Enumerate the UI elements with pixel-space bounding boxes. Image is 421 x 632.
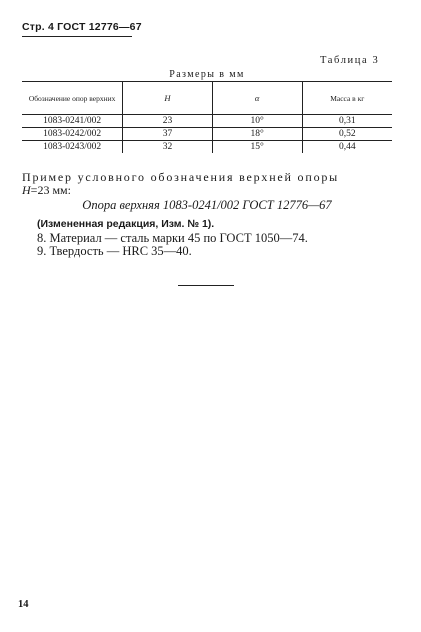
example-title: Пример условного обозначения верхней опоры (22, 170, 340, 184)
dimensions-table (22, 81, 392, 153)
table-row (22, 128, 392, 141)
standard-reference: Стр. 4 ГОСТ 12776—67 (22, 21, 142, 33)
cell-h: 23 (123, 115, 213, 128)
table-header-row (22, 82, 392, 115)
col-header-h: H (123, 82, 213, 115)
cell-alpha: 18° (212, 128, 302, 141)
cell-alpha: 15° (212, 141, 302, 154)
page-number: 14 (18, 599, 29, 610)
table-row (22, 141, 392, 154)
cell-mass: 0,52 (302, 128, 392, 141)
edition-note: (Измененная редакция, Изм. № 1). (37, 218, 215, 230)
cell-designation: 1083-0242/002 (22, 128, 123, 141)
cell-mass: 0,31 (302, 115, 392, 128)
list-item-hardness: 9. Твердость — HRC 35—40. (37, 244, 192, 258)
table-row (22, 115, 392, 128)
col-header-designation: Обозначение опор верхних (22, 82, 123, 115)
cell-designation: 1083-0243/002 (43, 142, 102, 152)
list-item-material: 8. Материал — сталь марки 45 по ГОСТ 1050—74. (37, 231, 308, 245)
cell-h: 32 (123, 141, 213, 154)
h-symbol: H (22, 183, 31, 197)
table-caption: Размеры в мм (169, 69, 245, 80)
table-label: Таблица 3 (320, 55, 380, 66)
cell-alpha: 10° (212, 115, 302, 128)
cell-mass: 0,44 (302, 141, 392, 154)
cell-h: 37 (123, 128, 213, 141)
example-h-line (22, 183, 71, 198)
section-end-rule (178, 285, 234, 286)
header-rule (22, 36, 132, 37)
cell-designation: 1083-0241/002 (22, 115, 123, 128)
col-header-alpha: α (212, 82, 302, 115)
h-value: =23 мм: (30, 183, 71, 197)
example-designation-code: Опора верхняя 1083-0241/002 ГОСТ 12776—67 (82, 198, 332, 212)
col-header-mass: Масса в кг (302, 82, 392, 115)
